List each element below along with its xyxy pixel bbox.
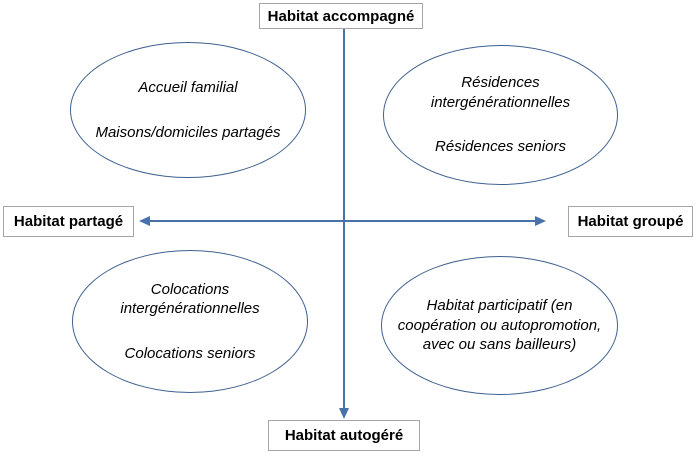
ellipse-top-right bbox=[383, 45, 618, 185]
axis-label-right: Habitat groupé bbox=[568, 206, 693, 237]
ellipse-item: Résidences seniors bbox=[435, 138, 566, 156]
ellipse-item: Maisons/domiciles partagés bbox=[95, 123, 281, 141]
left-arrowhead-icon bbox=[139, 216, 150, 226]
axis-label-bottom: Habitat autogéré bbox=[268, 420, 420, 451]
ellipse-top-left bbox=[70, 42, 306, 178]
ellipse-item: Habitat participatif (en coopération ou autopromotion, avec ou sans bailleurs) bbox=[397, 297, 602, 354]
ellipse-item: Colocations intergénérationnelles bbox=[120, 280, 260, 318]
down-arrowhead-icon bbox=[339, 408, 349, 419]
right-arrowhead-icon bbox=[535, 216, 546, 226]
ellipse-item: Colocations seniors bbox=[124, 344, 256, 362]
ellipse-item: Résidences intergénérationnelles bbox=[430, 74, 571, 111]
ellipse-bottom-left bbox=[72, 250, 308, 393]
axis-label-top: Habitat accompagné bbox=[259, 3, 423, 29]
ellipse-bottom-right bbox=[381, 256, 618, 395]
ellipse-item: Accueil familial bbox=[138, 79, 238, 96]
axis-label-left: Habitat partagé bbox=[3, 206, 134, 237]
